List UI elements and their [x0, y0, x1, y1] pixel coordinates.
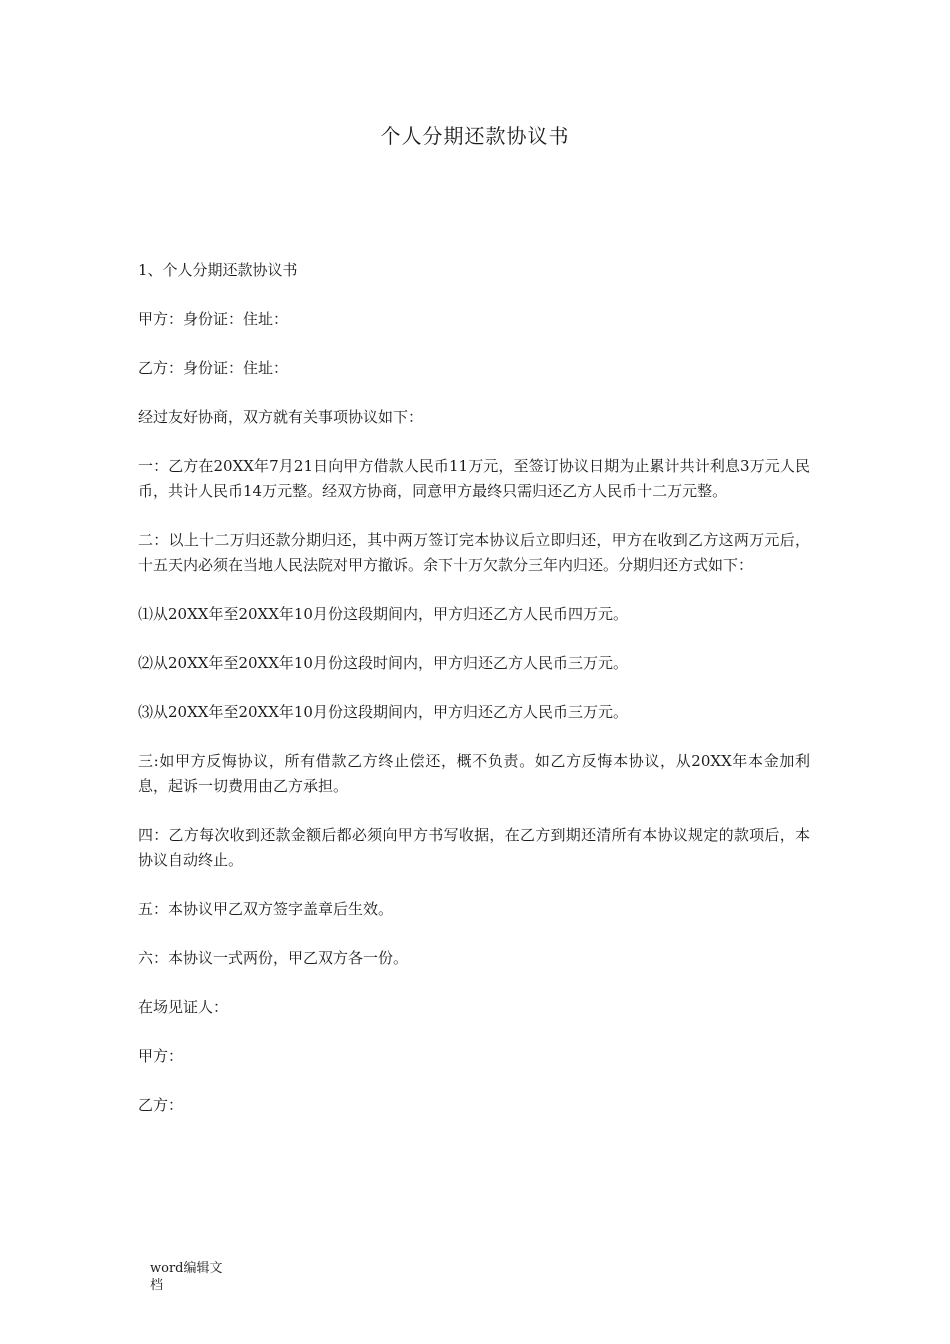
intro-paragraph: 经过友好协商，双方就有关事项协议如下： — [138, 408, 424, 426]
witness-line: 在场见证人： — [138, 998, 229, 1016]
party-b-line: 乙方：身份证：住址： — [138, 359, 289, 377]
clause-3: 三:如甲方反悔协议，所有借款乙方终止偿还，概不负责。如乙方反悔本协议，从20XX年本金加利息，起诉一切费用由乙方承担。 — [138, 752, 810, 795]
document-title: 个人分期还款协议书 — [380, 124, 570, 148]
clause-5: 五：本协议甲乙双方签字盖章后生效。 — [138, 900, 394, 918]
section-heading: 1、个人分期还款协议书 — [138, 261, 298, 279]
clause-4: 四：乙方每次收到还款金额后都必须向甲方书写收据，在乙方到期还清所有本协议规定的款项后，本协议自动终止。 — [138, 826, 810, 869]
installment-2: ⑵从20XX年至20XX年10月份这段时间内，甲方归还乙方人民币三万元。 — [138, 654, 628, 672]
signature-party-b: 乙方： — [138, 1096, 184, 1114]
document-body — [138, 258, 810, 1142]
clause-1: 一：乙方在20XX年7月21日向甲方借款人民币11万元，至签订协议日期为止累计共计利息3万元人民币，共计人民币14万元整。经双方协商，同意甲方最终只需归还乙方人民币十二万元整。 — [138, 457, 810, 500]
clause-6: 六：本协议一式两份，甲乙双方各一份。 — [138, 949, 409, 967]
installment-1: ⑴从20XX年至20XX年10月份这段期间内，甲方归还乙方人民币四万元。 — [138, 605, 628, 623]
signature-party-a: 甲方： — [138, 1047, 184, 1065]
footer-note: word编辑文档 — [150, 1261, 223, 1293]
installment-3: ⑶从20XX年至20XX年10月份这段期间内，甲方归还乙方人民币三万元。 — [138, 703, 628, 721]
clause-2: 二：以上十二万归还款分期归还，其中两万签订完本协议后立即归还，甲方在收到乙方这两万元后，十五天内必须在当地人民法院对甲方撤诉。余下十万欠款分三年内归还。分期归还方式如下： — [138, 531, 810, 574]
party-a-line: 甲方：身份证：住址： — [138, 310, 289, 328]
